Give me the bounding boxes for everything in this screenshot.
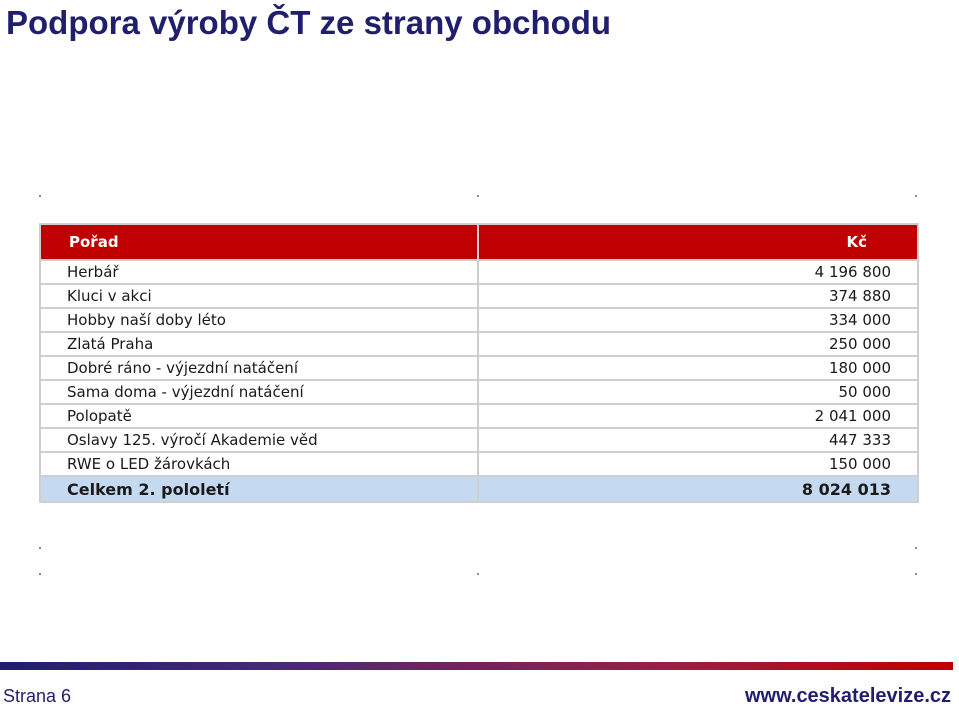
amount-cell: 150 000 — [478, 452, 918, 476]
amount-cell: 334 000 — [478, 308, 918, 332]
program-cell: Sama doma - výjezdní natáčení — [40, 380, 478, 404]
placeholder-dot — [39, 547, 41, 549]
placeholder-dot — [915, 195, 917, 197]
amount-cell: 50 000 — [478, 380, 918, 404]
placeholder-dot — [477, 195, 479, 197]
placeholder-dot — [39, 195, 41, 197]
table-row — [40, 332, 918, 356]
program-cell: Kluci v akci — [40, 284, 478, 308]
footer-stripe — [0, 662, 953, 670]
placeholder-dot — [915, 547, 917, 549]
program-cell: Polopatě — [40, 404, 478, 428]
amount-cell: 447 333 — [478, 428, 918, 452]
amount-cell: 180 000 — [478, 356, 918, 380]
table-row — [40, 308, 918, 332]
table-row — [40, 260, 918, 284]
column-header-amount: Kč — [478, 224, 918, 260]
amount-cell: 374 880 — [478, 284, 918, 308]
table-row — [40, 404, 918, 428]
placeholder-dot — [915, 573, 917, 575]
website-link[interactable]: www.ceskatelevize.cz — [744, 685, 951, 707]
page-number: Strana 6 — [3, 686, 72, 706]
amount-cell: 4 196 800 — [478, 260, 918, 284]
total-label: Celkem 2. pololetí — [40, 476, 478, 502]
program-cell: RWE o LED žárovkách — [40, 452, 478, 476]
program-cell: Zlatá Praha — [40, 332, 478, 356]
table-row — [40, 380, 918, 404]
column-header-program: Pořad — [40, 224, 478, 260]
table-header-row — [40, 224, 918, 260]
program-cell: Oslavy 125. výročí Akademie věd — [40, 428, 478, 452]
total-row — [40, 476, 918, 502]
placeholder-dot — [477, 573, 479, 575]
total-amount: 8 024 013 — [478, 476, 918, 502]
program-cell: Dobré ráno - výjezdní natáčení — [40, 356, 478, 380]
funding-table — [39, 223, 919, 503]
table-row — [40, 452, 918, 476]
table-row — [40, 284, 918, 308]
amount-cell: 2 041 000 — [478, 404, 918, 428]
amount-cell: 250 000 — [478, 332, 918, 356]
program-cell: Herbář — [40, 260, 478, 284]
program-cell: Hobby naší doby léto — [40, 308, 478, 332]
slide-title: Podpora výroby ČT ze strany obchodu — [6, 4, 612, 41]
placeholder-dot — [39, 573, 41, 575]
table-row — [40, 428, 918, 452]
table-row — [40, 356, 918, 380]
